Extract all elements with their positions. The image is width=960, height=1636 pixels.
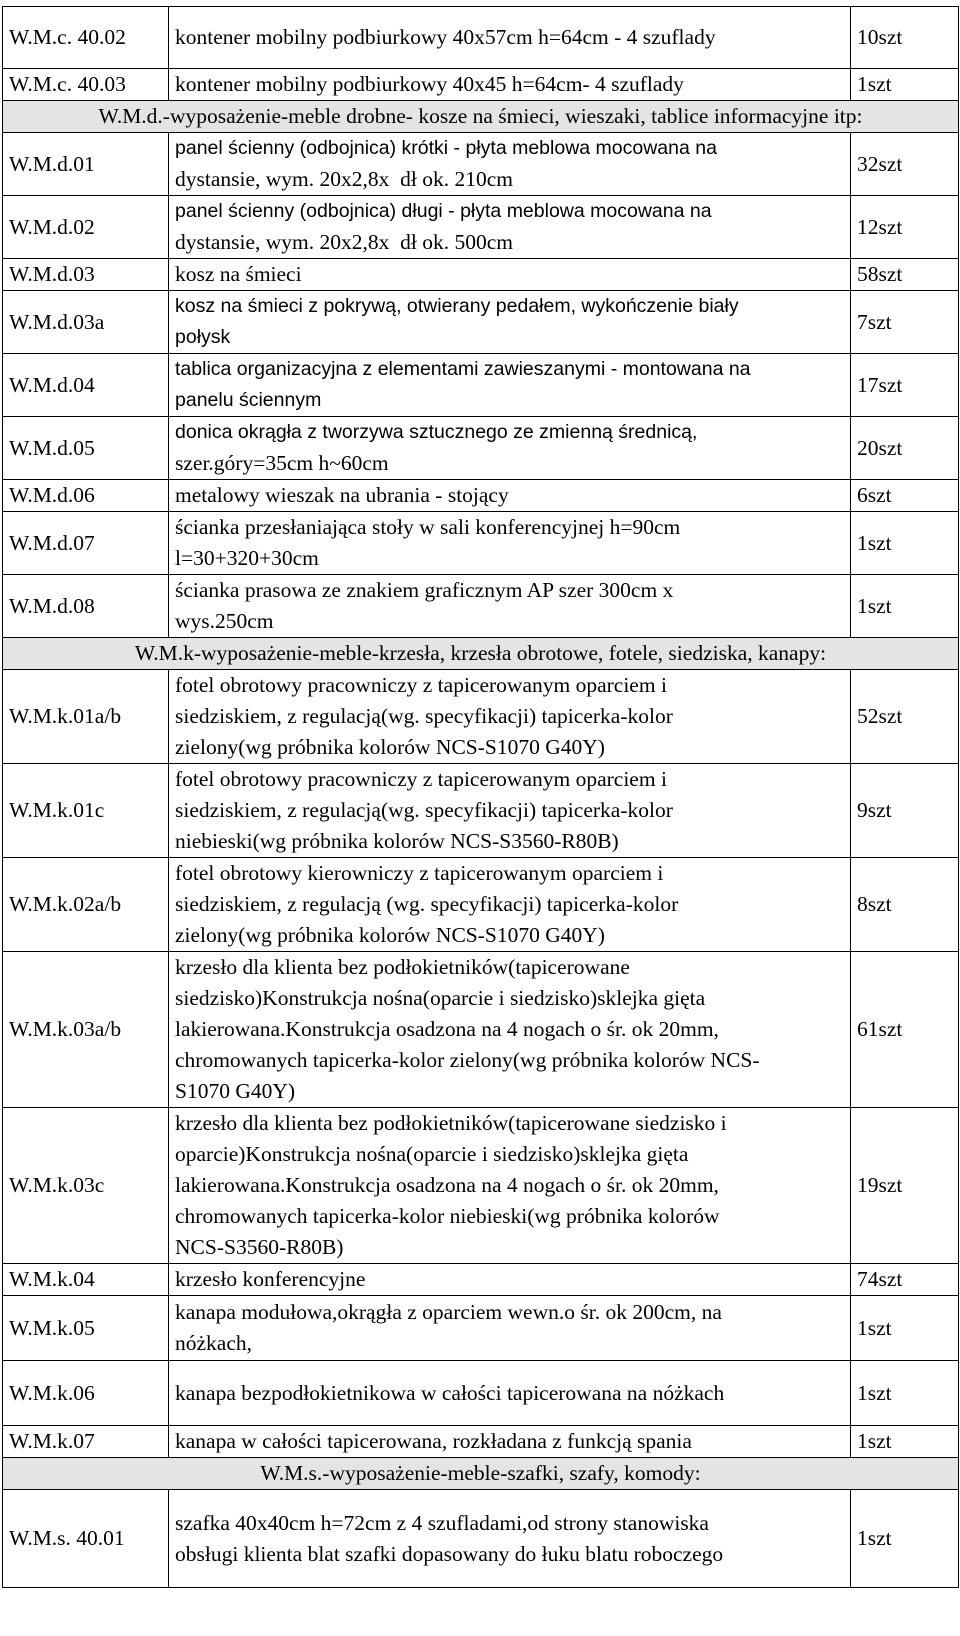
- description-line: fotel obrotowy pracowniczy z tapicerowanym oparciem i: [175, 673, 667, 697]
- item-description: [169, 1264, 851, 1296]
- table-row: [3, 133, 959, 196]
- table-row: [3, 7, 959, 69]
- description-line: metalowy wieszak na ubrania - stojący: [175, 483, 509, 507]
- item-quantity: 1szt: [851, 512, 959, 575]
- description-line: nóżkach,: [175, 1331, 253, 1355]
- table-row: [3, 1490, 959, 1588]
- table-row: [3, 1426, 959, 1458]
- item-quantity: 1szt: [851, 1426, 959, 1458]
- item-code: W.M.d.03: [3, 259, 169, 291]
- description-line: niebieski(wg próbnika kolorów NCS-S3560-R80B): [175, 829, 619, 853]
- section-title: W.M.k-wyposażenie-meble-krzesła, krzesła obrotowe, fotele, siedziska, kanapy:: [3, 638, 959, 670]
- description-line: kontener mobilny podbiurkowy 40x57cm h=64cm - 4 szuflady: [175, 25, 716, 49]
- description-line: kosz na śmieci: [175, 262, 302, 286]
- item-code: W.M.c. 40.02: [3, 7, 169, 69]
- description-line: ścianka prasowa ze znakiem graficznym AP szer 300cm x: [175, 578, 674, 602]
- item-quantity: 6szt: [851, 480, 959, 512]
- item-description: [169, 480, 851, 512]
- item-description: [169, 1426, 851, 1458]
- item-description: [169, 1490, 851, 1588]
- description-line: siedziskiem, z regulacją(wg. specyfikacji) tapicerka-kolor: [175, 704, 673, 728]
- item-quantity: 20szt: [851, 417, 959, 480]
- description-line: l=30+320+30cm: [175, 546, 319, 570]
- table-row: [3, 670, 959, 764]
- description-line: krzesło konferencyjne: [175, 1267, 366, 1291]
- item-description: [169, 952, 851, 1108]
- furniture-spec-table: [2, 6, 959, 1588]
- section-title: W.M.s.-wyposażenie-meble-szafki, szafy, komody:: [3, 1458, 959, 1490]
- description-line: siedziskiem, z regulacją (wg. specyfikacji) tapicerka-kolor: [175, 892, 679, 916]
- table-row: [3, 858, 959, 952]
- table-row: [3, 259, 959, 291]
- table-row: [3, 417, 959, 480]
- item-code: W.M.k.07: [3, 1426, 169, 1458]
- table-row: [3, 196, 959, 259]
- table-row: [3, 764, 959, 858]
- description-line: panel ścienny (odbojnica) długi - płyta meblowa mocowana na: [175, 200, 712, 222]
- item-code: W.M.k.03c: [3, 1108, 169, 1264]
- description-line: wys.250cm: [175, 609, 274, 633]
- item-quantity: 74szt: [851, 1264, 959, 1296]
- description-line: dystansie, wym. 20x2,8x dł ok. 500cm: [175, 230, 514, 254]
- item-description: [169, 69, 851, 101]
- description-line: S1070 G40Y): [175, 1079, 296, 1103]
- item-code: W.M.d.07: [3, 512, 169, 575]
- item-quantity: 8szt: [851, 858, 959, 952]
- item-description: [169, 196, 851, 259]
- item-quantity: 1szt: [851, 1296, 959, 1361]
- item-description: [169, 764, 851, 858]
- description-line: zielony(wg próbnika kolorów NCS-S1070 G40Y): [175, 923, 605, 947]
- table-row: [3, 291, 959, 354]
- description-line: tablica organizacyjna z elementami zawieszanymi - montowana na: [175, 358, 751, 380]
- table-row: [3, 69, 959, 101]
- item-code: W.M.d.02: [3, 196, 169, 259]
- description-line: ścianka przesłaniająca stoły w sali konferencyjnej h=90cm: [175, 515, 681, 539]
- item-code: W.M.k.03a/b: [3, 952, 169, 1108]
- description-line: fotel obrotowy pracowniczy z tapicerowanym oparciem i: [175, 767, 667, 791]
- item-quantity: 61szt: [851, 952, 959, 1108]
- section-title: W.M.d.-wyposażenie-meble drobne- kosze na śmieci, wieszaki, tablice informacyjne itp:: [3, 101, 959, 133]
- item-quantity: 10szt: [851, 7, 959, 69]
- description-line: krzesło dla klienta bez podłokietników(tapicerowane: [175, 955, 630, 979]
- table-row: [3, 575, 959, 638]
- item-description: [169, 417, 851, 480]
- table-row: [3, 1296, 959, 1361]
- item-code: W.M.k.01c: [3, 764, 169, 858]
- item-code: W.M.d.06: [3, 480, 169, 512]
- description-line: donica okrągła z tworzywa sztucznego ze zmienną średnicą,: [175, 421, 698, 443]
- description-line: obsługi klienta blat szafki dopasowany do łuku blatu roboczego: [175, 1541, 724, 1566]
- description-line: lakierowana.Konstrukcja osadzona na 4 nogach o śr. ok 20mm,: [175, 1017, 719, 1041]
- table-row: [3, 512, 959, 575]
- description-line: szer.góry=35cm h~60cm: [175, 451, 389, 475]
- item-code: W.M.d.04: [3, 354, 169, 417]
- item-quantity: 1szt: [851, 1490, 959, 1588]
- description-line: zielony(wg próbnika kolorów NCS-S1070 G40Y): [175, 735, 605, 759]
- item-description: [169, 133, 851, 196]
- item-description: [169, 291, 851, 354]
- item-quantity: 17szt: [851, 354, 959, 417]
- table-row: [3, 1108, 959, 1264]
- description-line: połysk: [175, 326, 231, 348]
- table-row: [3, 1264, 959, 1296]
- item-description: [169, 1296, 851, 1361]
- item-description: [169, 259, 851, 291]
- item-description: [169, 354, 851, 417]
- item-description: [169, 670, 851, 764]
- item-code: W.M.k.06: [3, 1361, 169, 1426]
- item-quantity: 1szt: [851, 1361, 959, 1426]
- description-line: fotel obrotowy kierowniczy z tapicerowanym oparciem i: [175, 861, 664, 885]
- description-line: krzesło dla klienta bez podłokietników(tapicerowane siedzisko i: [175, 1111, 727, 1135]
- description-line: szafka 40x40cm h=72cm z 4 szufladami,od strony stanowiska: [175, 1510, 709, 1535]
- table-row: [3, 354, 959, 417]
- item-description: [169, 575, 851, 638]
- item-code: W.M.k.05: [3, 1296, 169, 1361]
- item-code: W.M.c. 40.03: [3, 69, 169, 101]
- description-line: dystansie, wym. 20x2,8x dł ok. 210cm: [175, 167, 514, 191]
- item-code: W.M.d.03a: [3, 291, 169, 354]
- item-quantity: 19szt: [851, 1108, 959, 1264]
- item-quantity: 32szt: [851, 133, 959, 196]
- description-line: kontener mobilny podbiurkowy 40x45 h=64cm- 4 szuflady: [175, 72, 684, 96]
- item-code: W.M.s. 40.01: [3, 1490, 169, 1588]
- item-quantity: 58szt: [851, 259, 959, 291]
- description-line: kosz na śmieci z pokrywą, otwierany pedałem, wykończenie biały: [175, 295, 739, 317]
- description-line: chromowanych tapicerka-kolor zielony(wg próbnika kolorów NCS-: [175, 1048, 760, 1072]
- description-line: siedziskiem, z regulacją(wg. specyfikacji) tapicerka-kolor: [175, 798, 673, 822]
- section-header-row: [3, 101, 959, 133]
- item-code: W.M.d.08: [3, 575, 169, 638]
- section-header-row: [3, 638, 959, 670]
- spec-table-body: [3, 7, 959, 1588]
- item-code: W.M.k.04: [3, 1264, 169, 1296]
- description-line: panelu ściennym: [175, 389, 322, 411]
- item-description: [169, 7, 851, 69]
- item-description: [169, 1108, 851, 1264]
- item-quantity: 1szt: [851, 69, 959, 101]
- item-description: [169, 512, 851, 575]
- item-code: W.M.k.01a/b: [3, 670, 169, 764]
- item-quantity: 7szt: [851, 291, 959, 354]
- description-line: oparcie)Konstrukcja nośna(oparcie i siedzisko)sklejka gięta: [175, 1142, 689, 1166]
- description-line: kanapa modułowa,okrągła z oparciem wewn.o śr. ok 200cm, na: [175, 1300, 722, 1324]
- item-quantity: 12szt: [851, 196, 959, 259]
- description-line: siedzisko)Konstrukcja nośna(oparcie i siedzisko)sklejka gięta: [175, 986, 706, 1010]
- item-quantity: 52szt: [851, 670, 959, 764]
- description-line: kanapa bezpodłokietnikowa w całości tapicerowana na nóżkach: [175, 1380, 725, 1405]
- description-line: kanapa w całości tapicerowana, rozkładana z funkcją spania: [175, 1429, 692, 1453]
- description-line: panel ścienny (odbojnica) krótki - płyta meblowa mocowana na: [175, 137, 717, 159]
- section-header-row: [3, 1458, 959, 1490]
- table-row: [3, 1361, 959, 1426]
- description-line: lakierowana.Konstrukcja osadzona na 4 nogach o śr. ok 20mm,: [175, 1173, 719, 1197]
- item-quantity: 1szt: [851, 575, 959, 638]
- item-description: [169, 1361, 851, 1426]
- table-row: [3, 480, 959, 512]
- table-row: [3, 952, 959, 1108]
- item-quantity: 9szt: [851, 764, 959, 858]
- item-code: W.M.d.01: [3, 133, 169, 196]
- item-description: [169, 858, 851, 952]
- item-code: W.M.d.05: [3, 417, 169, 480]
- item-code: W.M.k.02a/b: [3, 858, 169, 952]
- description-line: chromowanych tapicerka-kolor niebieski(wg próbnika kolorów: [175, 1204, 720, 1228]
- description-line: NCS-S3560-R80B): [175, 1235, 344, 1259]
